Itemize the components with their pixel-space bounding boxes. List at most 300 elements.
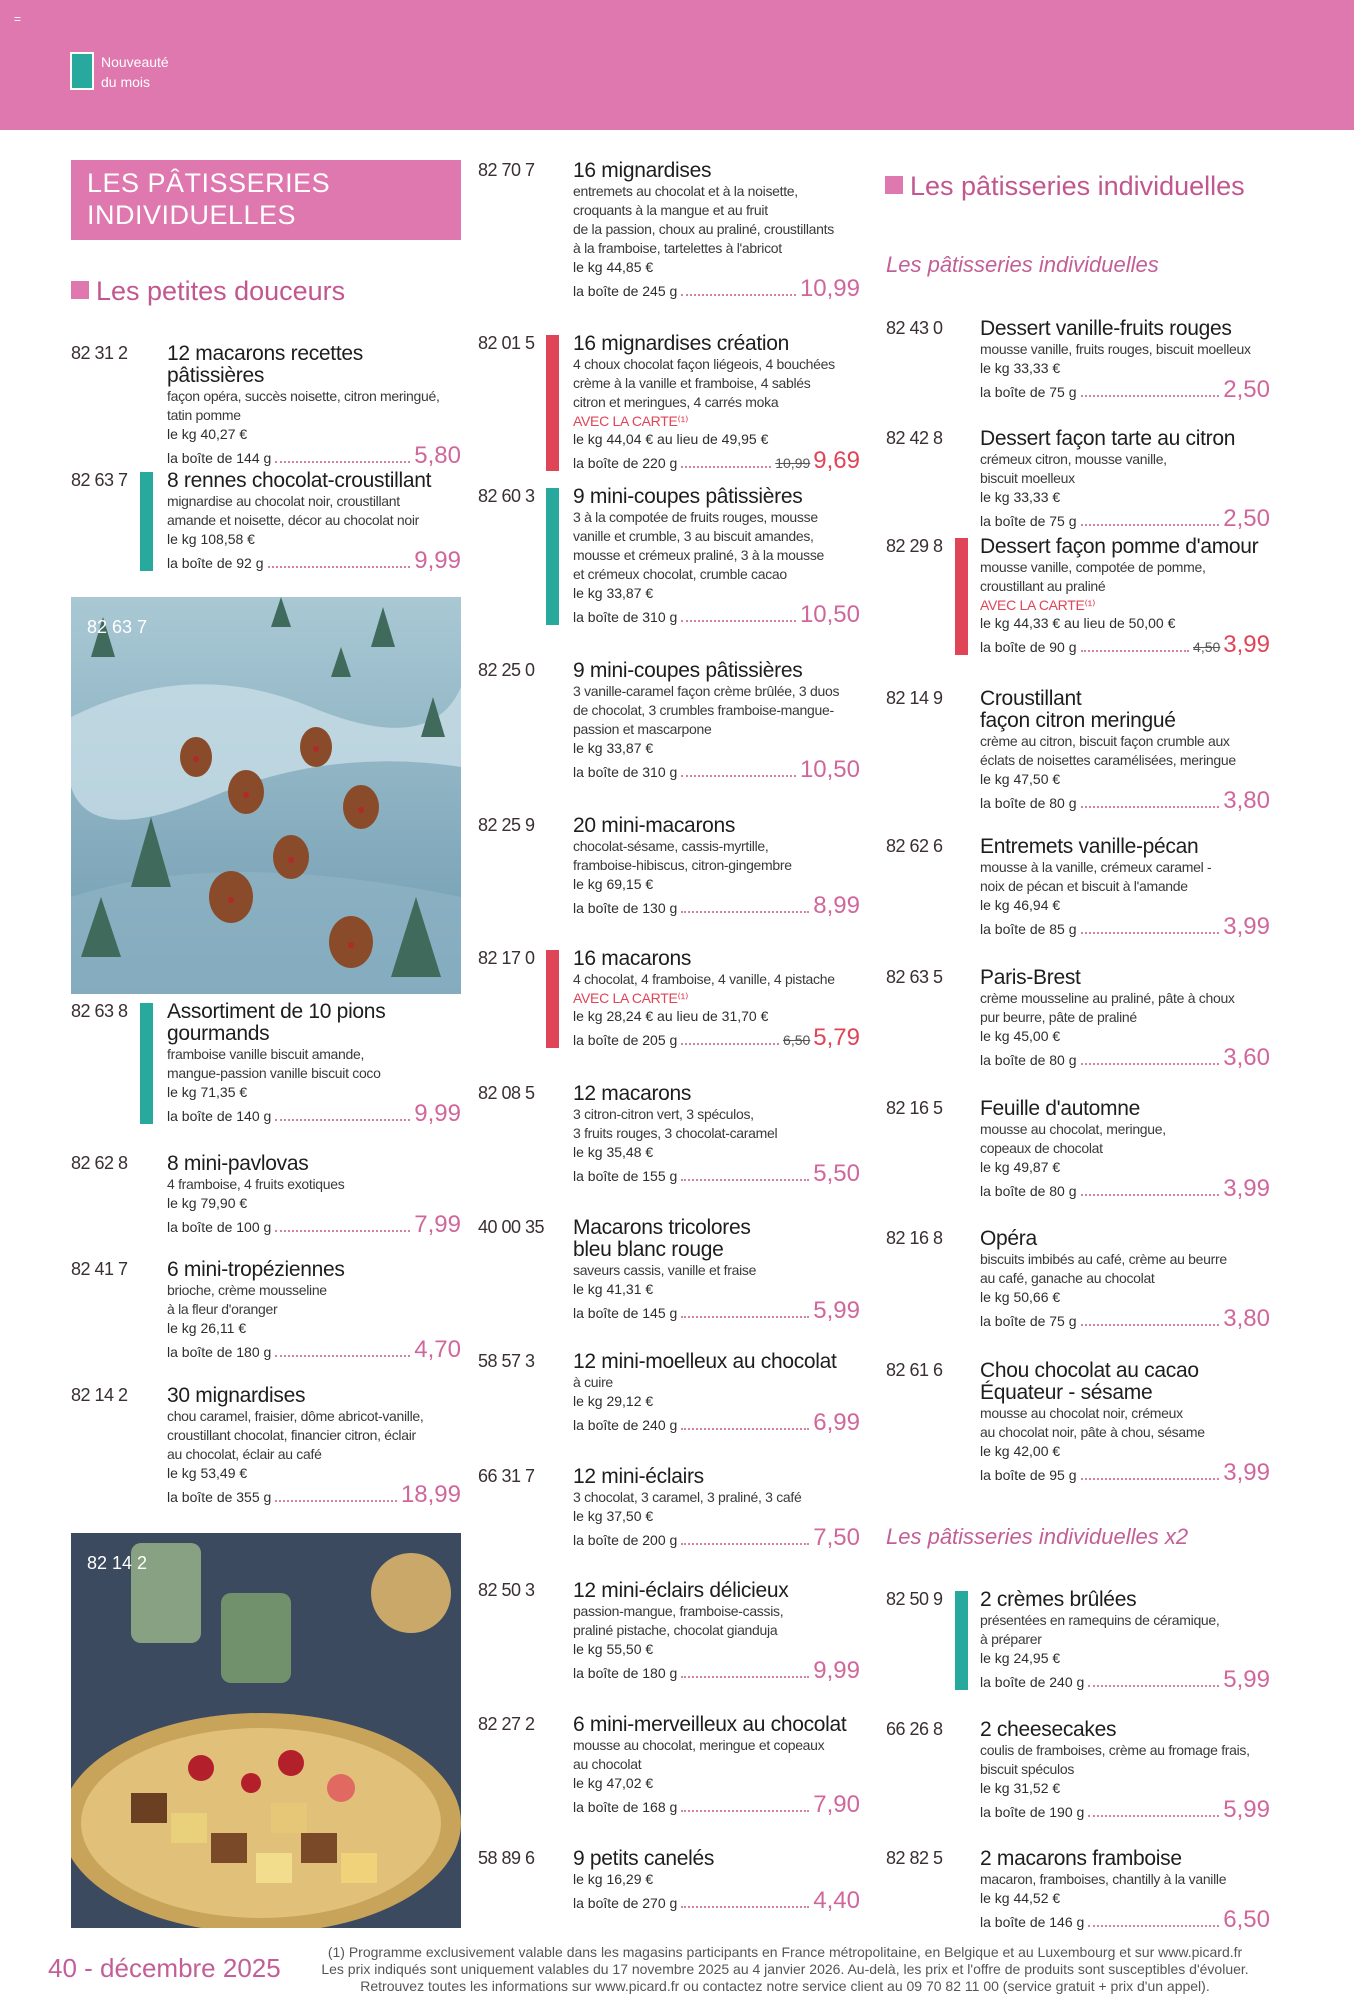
package-size: la boîte de 100 g (167, 1219, 272, 1235)
product-details (573, 1351, 860, 1435)
product-price: 10,50 (799, 756, 860, 783)
package-size: la boîte de 355 g (167, 1489, 272, 1505)
product-name: Croustillant (980, 687, 1082, 710)
product-code: 82 08 5 (478, 1083, 535, 1103)
price-line (573, 758, 860, 782)
footnote-line-2: Les prix indiqués sont uniquement valables du 17 novembre 2025 au 4 janvier 2026. Au-delà, les prix et l'offre de produits sont susceptibles d'évoluer. (321, 1961, 1249, 1977)
product-description: passion-mangue, framboise-cassis, (573, 1603, 784, 1619)
product-description: de la passion, choux au praliné, croustillants (573, 221, 834, 237)
promo-marker (546, 950, 559, 1048)
price-line (573, 1793, 860, 1817)
promo-marker (955, 538, 968, 655)
product-name: 2 cheesecakes (980, 1718, 1117, 1741)
product-details (980, 428, 1270, 531)
product-price: 2,50 (1223, 376, 1270, 403)
dot-leader (1088, 1815, 1219, 1817)
product-description: à préparer (980, 1631, 1042, 1647)
legend-line-1: Nouveauté (101, 54, 169, 70)
price-per-kg: le kg 33,87 € (573, 585, 654, 601)
package-size: la boîte de 200 g (573, 1532, 678, 1548)
package-size: la boîte de 220 g (573, 455, 678, 471)
price-per-kg: le kg 37,50 € (573, 1508, 654, 1524)
product-price: 3,60 (1223, 1044, 1270, 1071)
product-price: 4,40 (813, 1887, 860, 1914)
price-per-kg: le kg 44,85 € (573, 259, 654, 275)
product-price: 8,99 (813, 892, 860, 919)
product-description: noix de pécan et biscuit à l'amande (980, 878, 1188, 894)
product-code: 82 50 3 (478, 1580, 535, 1600)
price-per-kg: le kg 49,87 € (980, 1159, 1061, 1175)
product-details (573, 1466, 860, 1550)
product-price: 3,99 (1223, 913, 1270, 940)
package-size: la boîte de 144 g (167, 450, 272, 466)
product-code: 82 82 5 (886, 1848, 943, 1868)
price-line (573, 1299, 860, 1323)
price-per-kg: le kg 69,15 € (573, 876, 654, 892)
price-per-kg: le kg 50,66 € (980, 1289, 1061, 1305)
price-line (167, 1483, 461, 1507)
product-details (573, 333, 860, 473)
nouveaute-legend-icon (70, 52, 94, 90)
product-details (980, 1228, 1270, 1331)
product-details (980, 1098, 1270, 1201)
product-name: Assortiment de 10 pions (167, 1000, 386, 1023)
dot-leader (275, 1355, 410, 1357)
product-details (980, 688, 1270, 813)
price-line (573, 449, 860, 473)
footnote-line-1: (1) Programme exclusivement valable dans les magasins participants en France métropolitaine, en Belgique et au Luxembourg et sur www.picard.fr (327, 1944, 1243, 1960)
category-banner (71, 160, 461, 240)
product-name: Équateur - sésame (980, 1381, 1153, 1404)
loyalty-card-promo: AVEC LA CARTE⁽¹⁾ (980, 597, 1096, 613)
new-product-marker (955, 1591, 968, 1690)
product-description: croustillant au praliné (980, 578, 1106, 594)
product-description: croquants à la mangue et au fruit (573, 202, 768, 218)
product-description: amande et noisette, décor au chocolat noir (167, 512, 420, 528)
package-size: la boîte de 155 g (573, 1168, 678, 1184)
dot-leader (275, 1500, 397, 1502)
product-description: chou caramel, fraisier, dôme abricot-vanille, (167, 1408, 424, 1424)
package-size: la boîte de 92 g (167, 555, 264, 571)
product-description: 3 vanille-caramel façon crème brûlée, 3 duos (573, 683, 840, 699)
product-price: 7,50 (813, 1524, 860, 1551)
product-price: 5,50 (813, 1160, 860, 1187)
price-per-kg: le kg 45,00 € (980, 1028, 1061, 1044)
package-size: la boîte de 80 g (980, 795, 1077, 811)
product-description: à la framboise, tartelettes à l'abricot (573, 240, 782, 256)
product-description: coulis de framboises, crème au fromage frais, (980, 1742, 1250, 1758)
dot-leader (681, 1543, 809, 1545)
price-line (980, 1908, 1270, 1932)
product-code: 82 16 5 (886, 1098, 943, 1118)
product-name: 12 macarons (573, 1082, 692, 1105)
price-line (573, 1026, 860, 1050)
product-code: 58 57 3 (478, 1351, 535, 1371)
product-code: 82 43 0 (886, 318, 943, 338)
legal-footnote (285, 1944, 1285, 1995)
product-details (573, 160, 860, 301)
price-per-kg: le kg 29,12 € (573, 1393, 654, 1409)
product-code: 40 00 35 (478, 1217, 545, 1237)
product-details (573, 1083, 860, 1186)
photo-product-code: 82 14 2 (87, 1553, 148, 1573)
product-description: mignardise au chocolat noir, croustillant (167, 493, 400, 509)
product-name: 12 mini-éclairs (573, 1465, 704, 1488)
price-per-kg: le kg 35,48 € (573, 1144, 654, 1160)
product-price: 2,50 (1223, 505, 1270, 532)
product-name: 12 mini-éclairs délicieux (573, 1579, 789, 1602)
product-name: Dessert vanille-fruits rouges (980, 317, 1232, 340)
product-details (980, 836, 1270, 939)
product-description: au chocolat (573, 1756, 642, 1772)
product-price: 3,99 (1223, 1459, 1270, 1486)
price-line (980, 915, 1270, 939)
product-code: 82 61 6 (886, 1360, 943, 1380)
dot-leader (268, 566, 411, 568)
product-description: et crémeux chocolat, crumble cacao (573, 566, 787, 582)
product-name: 2 macarons framboise (980, 1847, 1182, 1870)
dot-leader (1088, 1925, 1219, 1927)
price-line (980, 507, 1270, 531)
subsection-individuelles: Les pâtisseries individuelles (886, 252, 1159, 277)
product-details (573, 660, 860, 782)
price-line (573, 1526, 860, 1550)
product-price: 18,99 (400, 1481, 461, 1508)
product-details (980, 1848, 1270, 1932)
price-line (980, 1461, 1270, 1485)
nouveaute-legend (101, 52, 221, 92)
package-size: la boîte de 168 g (573, 1799, 678, 1815)
price-line (980, 1307, 1270, 1331)
price-per-kg: le kg 47,02 € (573, 1775, 654, 1791)
price-per-kg: le kg 40,27 € (167, 426, 248, 442)
price-per-kg: le kg 71,35 € (167, 1084, 248, 1100)
package-size: la boîte de 310 g (573, 764, 678, 780)
footnote-line-3: Retrouvez toutes les informations sur www.picard.fr ou contactez notre service client au 09 70 82 11 00 (service gratuit + prix d'un appel). (360, 1978, 1210, 1994)
product-description: façon opéra, succès noisette, citron meringué, (167, 388, 440, 404)
dot-leader (681, 1428, 809, 1430)
package-size: la boîte de 310 g (573, 609, 678, 625)
product-code: 82 14 9 (886, 688, 943, 708)
price-per-kg: le kg 42,00 € (980, 1443, 1061, 1459)
menu-icon[interactable]: = (14, 12, 22, 26)
product-name: 6 mini-merveilleux au chocolat (573, 1713, 847, 1736)
product-description: vanille et crumble, 3 au biscuit amandes, (573, 528, 814, 544)
product-description: éclats de noisettes caramélisées, meringue (980, 752, 1236, 768)
product-code: 66 31 7 (478, 1466, 535, 1486)
product-price: 9,99 (414, 547, 461, 574)
product-description: 3 citron-citron vert, 3 spéculos, (573, 1106, 754, 1122)
price-per-kg: le kg 24,95 € (980, 1650, 1061, 1666)
dot-leader (1081, 1063, 1220, 1065)
dot-leader (1081, 932, 1220, 934)
product-description: macaron, framboises, chantilly à la vanille (980, 1871, 1227, 1887)
dot-leader (275, 1119, 410, 1121)
package-size: la boîte de 75 g (980, 1313, 1077, 1329)
product-description: au chocolat, éclair au café (167, 1446, 322, 1462)
dot-leader (681, 1906, 809, 1908)
photo-product-code: 82 63 7 (87, 617, 148, 637)
product-price: 5,79 (813, 1024, 860, 1051)
mignardises-illustration (71, 1533, 461, 1928)
product-details (167, 1259, 461, 1362)
product-price: 7,90 (813, 1791, 860, 1818)
product-description: au café, ganache au chocolat (980, 1270, 1155, 1286)
price-line (573, 1411, 860, 1435)
package-size: la boîte de 140 g (167, 1108, 272, 1124)
old-price: 6,50 (783, 1032, 811, 1048)
product-description: entremets au chocolat et à la noisette, (573, 183, 798, 199)
product-price: 5,99 (813, 1297, 860, 1324)
product-name: 16 mignardises (573, 159, 712, 182)
product-photo-rennes (71, 597, 461, 994)
product-details (167, 1385, 461, 1507)
product-description: pur beurre, pâte de praliné (980, 1009, 1137, 1025)
product-code: 82 70 7 (478, 160, 535, 180)
product-price: 9,69 (813, 447, 860, 474)
product-description: présentées en ramequins de céramique, (980, 1612, 1220, 1628)
product-description: tatin pomme (167, 407, 241, 423)
product-description: 3 chocolat, 3 caramel, 3 praliné, 3 café (573, 1489, 802, 1505)
product-code: 82 01 5 (478, 333, 535, 353)
loyalty-card-promo: AVEC LA CARTE⁽¹⁾ (573, 990, 689, 1006)
price-line (573, 1889, 860, 1913)
price-line (980, 1046, 1270, 1070)
product-code: 82 14 2 (71, 1385, 128, 1405)
legend-line-2: du mois (101, 74, 151, 90)
product-description: brioche, crème mousseline (167, 1282, 327, 1298)
product-details (167, 343, 461, 468)
product-photo-mignardises (71, 1533, 461, 1928)
package-size: la boîte de 146 g (980, 1914, 1085, 1930)
package-size: la boîte de 80 g (980, 1183, 1077, 1199)
dot-leader (681, 911, 809, 913)
package-size: la boîte de 240 g (573, 1417, 678, 1433)
product-name: bleu blanc rouge (573, 1238, 724, 1261)
product-code: 82 63 5 (886, 967, 943, 987)
price-line (980, 1177, 1270, 1201)
product-description: 4 framboise, 4 fruits exotiques (167, 1176, 345, 1192)
product-price: 3,99 (1223, 1175, 1270, 1202)
dot-leader (1088, 1685, 1219, 1687)
package-size: la boîte de 85 g (980, 921, 1077, 937)
product-code: 82 63 8 (71, 1001, 128, 1021)
product-description: crémeux citron, mousse vanille, (980, 451, 1167, 467)
dot-leader (681, 1179, 809, 1181)
product-details (573, 815, 860, 918)
subsection-individuelles-x2: Les pâtisseries individuelles x2 (886, 1524, 1189, 1549)
loyalty-card-promo: AVEC LA CARTE⁽¹⁾ (573, 413, 689, 429)
product-description: passion et mascarpone (573, 721, 712, 737)
product-name: 8 rennes chocolat-croustillant (167, 469, 432, 492)
product-details (573, 1848, 860, 1913)
old-price: 4,50 (1193, 639, 1221, 655)
product-details (980, 967, 1270, 1070)
product-description: praliné pistache, chocolat gianduja (573, 1622, 778, 1638)
product-description: citron et meringues, 4 carrés moka (573, 394, 779, 410)
dot-leader (275, 1230, 410, 1232)
product-description: au chocolat noir, pâte à chou, sésame (980, 1424, 1205, 1440)
product-name: 9 mini-coupes pâtissières (573, 659, 803, 682)
product-price: 5,99 (1223, 1666, 1270, 1693)
product-price: 6,50 (1223, 1906, 1270, 1933)
price-per-kg: le kg 16,29 € (573, 1871, 654, 1887)
product-name: Chou chocolat au cacao (980, 1359, 1199, 1382)
dot-leader (1081, 524, 1220, 526)
dot-leader (681, 294, 796, 296)
product-code: 82 42 8 (886, 428, 943, 448)
price-per-kg: le kg 33,87 € (573, 740, 654, 756)
price-per-kg: le kg 33,33 € (980, 489, 1061, 505)
package-size: la boîte de 180 g (167, 1344, 272, 1360)
product-details (573, 948, 860, 1050)
product-description: mousse vanille, compotée de pomme, (980, 559, 1206, 575)
price-per-kg: le kg 55,50 € (573, 1641, 654, 1657)
product-description: crème au citron, biscuit façon crumble aux (980, 733, 1230, 749)
product-description: framboise-hibiscus, citron-gingembre (573, 857, 792, 873)
product-description: mousse au chocolat, meringue, (980, 1121, 1166, 1137)
dot-leader (681, 1316, 809, 1318)
product-code: 82 17 0 (478, 948, 535, 968)
product-name: 9 petits canelés (573, 1847, 715, 1870)
dot-leader (681, 1810, 809, 1812)
dot-leader (1081, 1478, 1220, 1480)
product-details (573, 486, 860, 627)
price-line (980, 789, 1270, 813)
product-name: Dessert façon tarte au citron (980, 427, 1236, 450)
price-line (980, 1668, 1270, 1692)
product-code: 82 60 3 (478, 486, 535, 506)
dot-leader (681, 1676, 809, 1678)
product-details (573, 1217, 860, 1323)
price-per-kg: le kg 108,58 € (167, 531, 255, 547)
product-code: 82 16 8 (886, 1228, 943, 1248)
product-description: mousse à la vanille, crémeux caramel - (980, 859, 1212, 875)
price-line (980, 1798, 1270, 1822)
product-details (167, 1001, 461, 1126)
package-size: la boîte de 130 g (573, 900, 678, 916)
price-line (573, 603, 860, 627)
package-size: la boîte de 205 g (573, 1032, 678, 1048)
product-name: 16 mignardises création (573, 332, 790, 355)
package-size: la boîte de 145 g (573, 1305, 678, 1321)
dot-leader (1081, 1194, 1220, 1196)
product-name: 8 mini-pavlovas (167, 1152, 309, 1175)
product-code: 82 27 2 (478, 1714, 535, 1734)
product-name: Macarons tricolores (573, 1216, 751, 1239)
product-code: 58 89 6 (478, 1848, 535, 1868)
product-name: Dessert façon pomme d'amour (980, 535, 1259, 558)
product-name: Opéra (980, 1227, 1037, 1250)
package-size: la boîte de 180 g (573, 1665, 678, 1681)
page-header (0, 0, 1354, 130)
price-per-kg: le kg 46,94 € (980, 897, 1061, 913)
product-name: 9 mini-coupes pâtissières (573, 485, 803, 508)
product-details (980, 1360, 1270, 1485)
page-number: 40 - décembre 2025 (48, 1953, 281, 1983)
price-per-kg: le kg 31,52 € (980, 1780, 1061, 1796)
product-description: 4 chocolat, 4 framboise, 4 vanille, 4 pistache (573, 971, 835, 987)
product-description: biscuit moelleux (980, 470, 1075, 486)
product-description: de chocolat, 3 crumbles framboise-mangue- (573, 702, 834, 718)
product-description: mousse au chocolat noir, crémeux (980, 1405, 1183, 1421)
product-name: 2 crèmes brûlées (980, 1588, 1137, 1611)
product-description: mousse vanille, fruits rouges, biscuit moelleux (980, 341, 1251, 357)
product-price: 10,99 (799, 275, 860, 302)
product-price: 9,99 (414, 1100, 461, 1127)
dot-leader (1081, 1324, 1220, 1326)
price-per-kg: le kg 28,24 € au lieu de 31,70 € (573, 1008, 769, 1024)
product-price: 3,80 (1223, 1305, 1270, 1332)
product-code: 82 25 0 (478, 660, 535, 680)
product-name: 12 macarons recettes pâtissières (167, 342, 363, 387)
product-price: 7,99 (414, 1211, 461, 1238)
package-size: la boîte de 80 g (980, 1052, 1077, 1068)
price-per-kg: le kg 79,90 € (167, 1195, 248, 1211)
dot-leader (681, 1043, 779, 1045)
package-size: la boîte de 245 g (573, 283, 678, 299)
product-details (980, 318, 1270, 402)
price-line (167, 1102, 461, 1126)
product-price: 3,99 (1223, 631, 1270, 658)
product-details (167, 1153, 461, 1237)
product-description: biscuit spéculos (980, 1761, 1075, 1777)
price-per-kg: le kg 44,52 € (980, 1890, 1061, 1906)
price-per-kg: le kg 47,50 € (980, 771, 1061, 787)
price-line (167, 1213, 461, 1237)
product-price: 9,99 (813, 1657, 860, 1684)
product-price: 5,99 (1223, 1796, 1270, 1823)
product-description: saveurs cassis, vanille et fraise (573, 1262, 757, 1278)
product-name: façon citron meringué (980, 709, 1176, 732)
price-per-kg: le kg 26,11 € (167, 1320, 247, 1336)
new-product-marker (140, 1003, 153, 1124)
product-code: 82 62 8 (71, 1153, 128, 1173)
price-line (980, 378, 1270, 402)
promo-marker (546, 335, 559, 471)
product-name: 6 mini-tropéziennes (167, 1258, 345, 1281)
dot-leader (1081, 806, 1220, 808)
new-product-marker (546, 488, 559, 625)
product-name: gourmands (167, 1022, 270, 1045)
product-code: 66 26 8 (886, 1719, 943, 1739)
package-size: la boîte de 190 g (980, 1804, 1085, 1820)
product-name: 30 mignardises (167, 1384, 306, 1407)
dot-leader (275, 461, 410, 463)
product-code: 82 25 9 (478, 815, 535, 835)
package-size: la boîte de 270 g (573, 1895, 678, 1911)
product-name: Feuille d'automne (980, 1097, 1141, 1120)
product-description: crème à la vanille et framboise, 4 sablés (573, 375, 811, 391)
banner-line-1: LES PÂTISSERIES (87, 168, 331, 198)
price-line (167, 1338, 461, 1362)
price-per-kg: le kg 44,33 € au lieu de 50,00 € (980, 615, 1176, 631)
dot-leader (681, 775, 796, 777)
price-line (573, 1162, 860, 1186)
price-line (167, 444, 461, 468)
product-description: à cuire (573, 1374, 613, 1390)
product-code: 82 31 2 (71, 343, 128, 363)
section-title-patisseries: Les pâtisseries individuelles (885, 170, 1245, 202)
product-details (980, 1719, 1270, 1822)
price-line (573, 277, 860, 301)
product-description: 3 à la compotée de fruits rouges, mousse (573, 509, 818, 525)
dot-leader (1081, 650, 1190, 652)
price-line (573, 894, 860, 918)
product-name: 16 macarons (573, 947, 692, 970)
product-description: 3 fruits rouges, 3 chocolat-caramel (573, 1125, 778, 1141)
product-description: croustillant chocolat, financier citron, éclair (167, 1427, 416, 1443)
